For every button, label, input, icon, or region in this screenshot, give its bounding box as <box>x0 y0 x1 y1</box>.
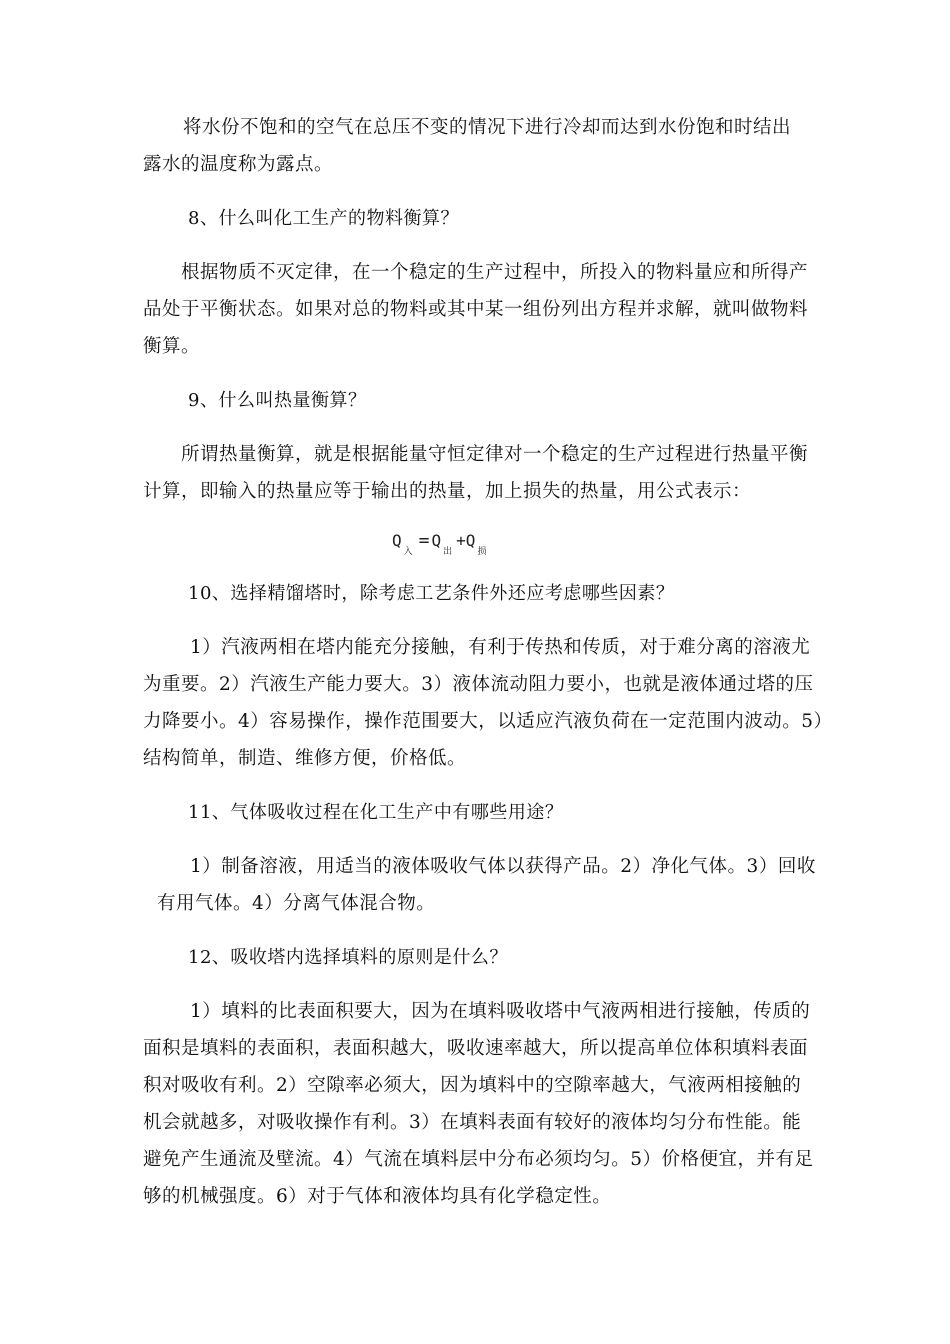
answer-8-line-3: 衡算。 <box>143 336 201 357</box>
answer-12-line-3: 积对吸收有利。2）空隙率必须大，因为填料中的空隙率越大，气液两相接触的 <box>143 1075 802 1096</box>
formula-sub-loss: 损 <box>477 547 487 557</box>
question-12: 12、吸收塔内选择填料的原则是什么？ <box>188 947 508 968</box>
question-8: 8、什么叫化工生产的物料衡算？ <box>188 208 459 229</box>
answer-11-line-1: 1）制备溶液，用适当的液体吸收气体以获得产品。2）净化气体。3）回收 <box>190 856 816 877</box>
answer-12-line-1: 1）填料的比表面积要大，因为在填料吸收塔中气液两相进行接触，传质的 <box>190 1001 811 1022</box>
heat-balance-formula <box>392 530 490 557</box>
dew-point-line-2: 露水的温度称为露点。 <box>143 154 334 175</box>
formula-q-loss: Q <box>465 531 476 550</box>
formula-sub-out: 出 <box>443 547 453 557</box>
answer-9-line-1: 所谓热量衡算，就是根据能量守恒定律对一个稳定的生产过程进行热量平衡 <box>181 444 809 465</box>
dew-point-line-1: 将水份不饱和的空气在总压不变的情况下进行冷却而达到水份饱和时结出 <box>183 117 792 138</box>
answer-10-line-3: 力降要小。4）容易操作，操作范围要大，以适应汽液负荷在一定范围内波动。5） <box>143 711 833 732</box>
question-10: 10、选择精馏塔时，除考虑工艺条件外还应考虑哪些因素？ <box>188 583 675 604</box>
answer-12-line-5: 避免产生通流及壁流。4）气流在填料层中分布必须均匀。5）价格便宜，并有足 <box>143 1149 814 1170</box>
answer-10-line-1: 1）汽液两相在塔内能充分接触，有利于传热和传质，对于难分离的溶液尤 <box>190 637 811 658</box>
question-11: 11、气体吸收过程在化工生产中有哪些用途？ <box>188 802 564 823</box>
answer-10-line-2: 为重要。2）汽液生产能力要大。3）液体流动阻力要小，也就是液体通过塔的压 <box>143 674 814 695</box>
question-9: 9、什么叫热量衡算？ <box>188 390 367 411</box>
formula-equals: = <box>418 530 430 551</box>
formula-q-in: Q <box>392 531 402 550</box>
answer-9-line-2: 计算，即输入的热量应等于输出的热量，加上损失的热量，用公式表示： <box>143 481 752 502</box>
answer-12-line-4: 机会就越多，对吸收操作有利。3）在填料表面有较好的液体均匀分布性能。能 <box>143 1112 802 1133</box>
answer-11-line-2: 有用气体。4）分离气体混合物。 <box>157 893 436 914</box>
answer-8-line-2: 品处于平衡状态。如果对总的物料或其中某一组份列出方程并求解，就叫做物料 <box>143 299 809 320</box>
answer-12-line-6: 够的机械强度。6）对于气体和液体均具有化学稳定性。 <box>143 1186 612 1207</box>
answer-10-line-4: 结构简单，制造、维修方便，价格低。 <box>143 748 467 769</box>
answer-8-line-1: 根据物质不灭定律，在一个稳定的生产过程中，所投入的物料量应和所得产 <box>181 262 809 283</box>
formula-plus: + <box>456 531 466 550</box>
answer-12-line-2: 面积是填料的表面积，表面积越大，吸收速率越大，所以提高单位体积填料表面 <box>143 1038 809 1059</box>
formula-q-out: Q <box>431 531 442 550</box>
formula-sub-in: 入 <box>403 547 413 557</box>
